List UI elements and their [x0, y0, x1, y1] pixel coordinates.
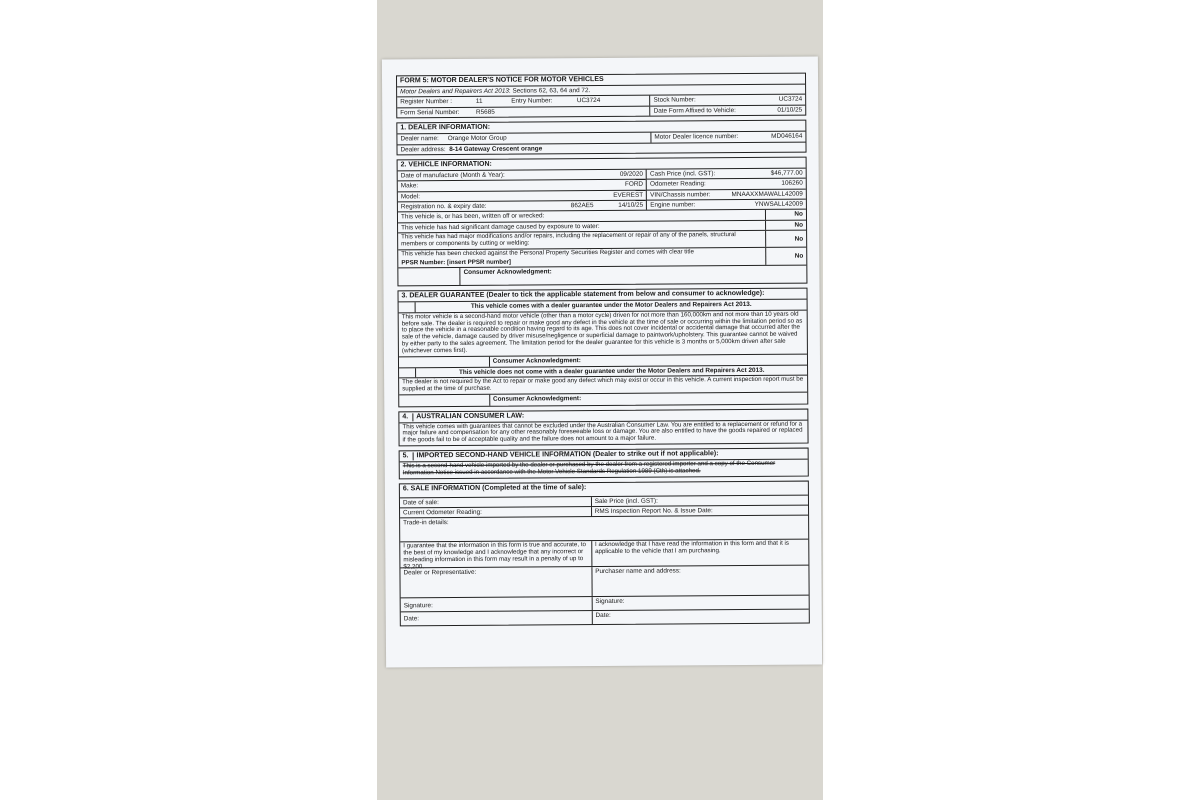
- stock-value: UC3724: [778, 96, 803, 104]
- modifications-question: This vehicle has had major modifications and/or repairs, including the replacement or repair of any of the panels, structural members or components by cutting or welding:: [401, 231, 736, 248]
- dealer-guarantee-statement: I guarantee that the information in this form is true and accurate, to the best of my knowledge and I acknowledge that any incorrect or misleading information in this form may result in a penalty of up to $2,200.: [400, 542, 592, 568]
- purchaser-label: Purchaser name and address:: [595, 567, 681, 576]
- licence-value: MD046164: [771, 132, 803, 140]
- guarantee-ack-1: Consumer Acknowledgment:: [489, 354, 807, 366]
- make-label: Make:: [400, 182, 419, 190]
- entry-value: UC3724: [576, 97, 601, 105]
- engine-label: Engine number:: [650, 201, 696, 209]
- dealer-address-row: [397, 142, 805, 154]
- water-answer: No: [765, 220, 806, 230]
- act-sections: : Sections 62, 63, 64 and 72.: [508, 87, 591, 95]
- form-document: [396, 73, 810, 627]
- vehicle-heading: 2. VEHICLE INFORMATION:: [400, 160, 492, 169]
- make-value: FORD: [624, 181, 644, 189]
- sale-heading: 6. SALE INFORMATION (Completed at the time of sale):: [400, 481, 808, 498]
- price-label: Cash Price (incl. GST):: [649, 170, 716, 178]
- licence-row: [650, 132, 805, 142]
- ppsr-question-text: This vehicle has been checked against the Personal Property Securities Register and comes with clear title: [401, 248, 694, 258]
- vehicle-section: [397, 156, 808, 286]
- sale-odometer-label: Current Odometer Reading:: [400, 507, 592, 518]
- sale-price-label: Sale Price (incl. GST):: [594, 497, 658, 505]
- rms-label: RMS Inspection Report No. & Issue Date:: [594, 507, 713, 516]
- entry-label: Entry Number:: [511, 97, 553, 106]
- vin-label: VIN/Chassis number:: [650, 190, 711, 199]
- acl-heading: AUSTRALIAN CONSUMER LAW:: [416, 412, 525, 420]
- guarantee-section: [397, 288, 808, 407]
- paper-sheet: [382, 56, 822, 667]
- price-value: $46,777.00: [770, 169, 803, 177]
- guarantee-ack-2: Consumer Acknowledgment:: [489, 392, 807, 405]
- vin-value: MNAAXXMAWALL42009: [731, 190, 803, 198]
- dealer-address-value: 8-14 Gateway Crescent orange: [449, 144, 543, 153]
- dealer-name-label: Dealer name:: [400, 135, 439, 143]
- dealer-address-label: Dealer address:: [400, 145, 446, 153]
- modifications-answer: No: [765, 231, 806, 247]
- guarantee-with-text: This motor vehicle is a second-hand motor vehicle (other than a motor cycle) driven for not more than 160,000km and not more than 10 years old before sale. The dealer is required to repair or make good any defect in the vehicle at the time of sale or occurring within the limitation period so as to place the vehicle in a reasonable condition having regard to its age. This does not cover incidental or accidental damage that occurred after the sale of the vehicle, damage caused by driver misuse/negligence or superficial damage to paintwork/upholstery. This guarantee cannot be waived by either party to the sales agreement. The limitation period for the dealer guarantee for this vehicle is 3 months or 5,000km driven after sale (whichever comes first).: [399, 310, 807, 357]
- serial-value: R5685: [475, 108, 495, 116]
- register-value: 11: [475, 98, 483, 106]
- date-affixed-value: 01/10/25: [777, 106, 803, 114]
- serial-label: Form Serial Number:: [400, 108, 460, 117]
- writeoff-answer: No: [765, 210, 806, 220]
- act-name: Motor Dealers and Repairers Act 2013: [400, 87, 509, 96]
- imported-heading: IMPORTED SECOND-HAND VEHICLE INFORMATION (Dealer to strike out if not applicable):: [416, 450, 719, 460]
- form-title: FORM 5: MOTOR DEALER'S NOTICE FOR MOTOR VEHICLES: [397, 74, 805, 88]
- tradein-label: Trade-in details:: [400, 516, 808, 543]
- purchaser-ack-statement: I acknowledge that I have read the information in this form and that it is applicable to the vehicle that I am purchasing.: [595, 540, 790, 556]
- ppsr-question: [398, 248, 765, 268]
- guarantee-without-title: This vehicle does not come with a dealer guarantee under the Motor Dealers and Repairers Act 2013.: [458, 366, 765, 376]
- dealer-name-row: [397, 133, 650, 144]
- manufacture-label: Date of manufacture (Month & Year):: [400, 171, 505, 180]
- ppsr-answer: No: [765, 247, 806, 265]
- acl-number: 4.: [402, 413, 413, 421]
- licence-label: Motor Dealer licence number:: [654, 133, 739, 141]
- dealer-name-value: Orange Motor Group: [447, 134, 507, 143]
- register-label: Register Number :: [400, 98, 453, 106]
- purchaser-signature-label: Signature:: [595, 598, 625, 606]
- vehicle-ack: Consumer Acknowledgment:: [460, 266, 807, 285]
- manufacture-value: 09/2020: [619, 170, 643, 178]
- model-label: Model:: [400, 192, 421, 201]
- rego-label: Registration no. & expiry date:: [400, 202, 487, 211]
- rego-expiry: 14/10/25: [618, 201, 644, 209]
- guarantee-with-title: This vehicle comes with a dealer guarantee under the Motor Dealers and Repairers Act 2013.: [470, 301, 752, 311]
- ppsr-number: PPSR Number: [insert PPSR number]: [401, 258, 512, 266]
- sale-date-label: Date of sale:: [400, 497, 592, 508]
- acl-section: [398, 408, 808, 446]
- dealer-date-label: Date:: [401, 612, 593, 626]
- dealer-rep-label: Dealer or Representative:: [400, 568, 592, 598]
- odometer-value: 106260: [781, 179, 803, 188]
- dealer-signature-label: Signature:: [401, 598, 593, 612]
- acl-text: This vehicle comes with guarantees that cannot be excluded under the Australian Consumer Law. You are entitled to a replacement or refund for a major failure and compensation for any other reasonably foreseeable loss or damage. You are also entitled to have the goods repaired or replaced if the goods fail to be of acceptable quality and the failure does not amount to a major failure.: [402, 420, 803, 444]
- imported-section: [399, 448, 809, 480]
- form-header: [396, 73, 806, 119]
- sale-section: [399, 480, 810, 627]
- date-affixed-label: Date Form Affixed to Vehicle:: [653, 106, 736, 115]
- writeoff-question: This vehicle is, or has been, written off or wrecked:: [400, 212, 545, 221]
- purchaser-date-label: Date:: [595, 612, 611, 620]
- stock-label: Stock Number:: [653, 96, 696, 105]
- engine-value: YNWSALL42009: [754, 200, 803, 208]
- rego-value: 862AE5: [570, 202, 594, 210]
- odometer-label: Odometer Reading:: [650, 180, 706, 188]
- imported-text: This is a second-hand vehicle imported by the dealer or purchased by the dealer from a registered importer and a copy of the Consumer Information Notice issued in accordance with the Motor Vehicle Standards Regulation 1989 (Cth) is attached.: [402, 459, 776, 477]
- imported-number: 5.: [403, 452, 414, 460]
- dealer-heading: 1. DEALER INFORMATION:: [400, 123, 491, 132]
- water-question: This vehicle has had significant damage caused by exposure to water:: [401, 222, 600, 232]
- model-value: EVEREST: [613, 191, 644, 199]
- guarantee-without-text: The dealer is not required by the Act to repair or make good any defect which may exist or occur in this vehicle. A current inspection report must be supplied at the time of purchase.: [399, 376, 807, 395]
- guarantee-heading: 3. DEALER GUARANTEE (Dealer to tick the applicable statement from below and consumer to acknowledge):: [399, 289, 807, 303]
- dealer-section: [396, 120, 806, 156]
